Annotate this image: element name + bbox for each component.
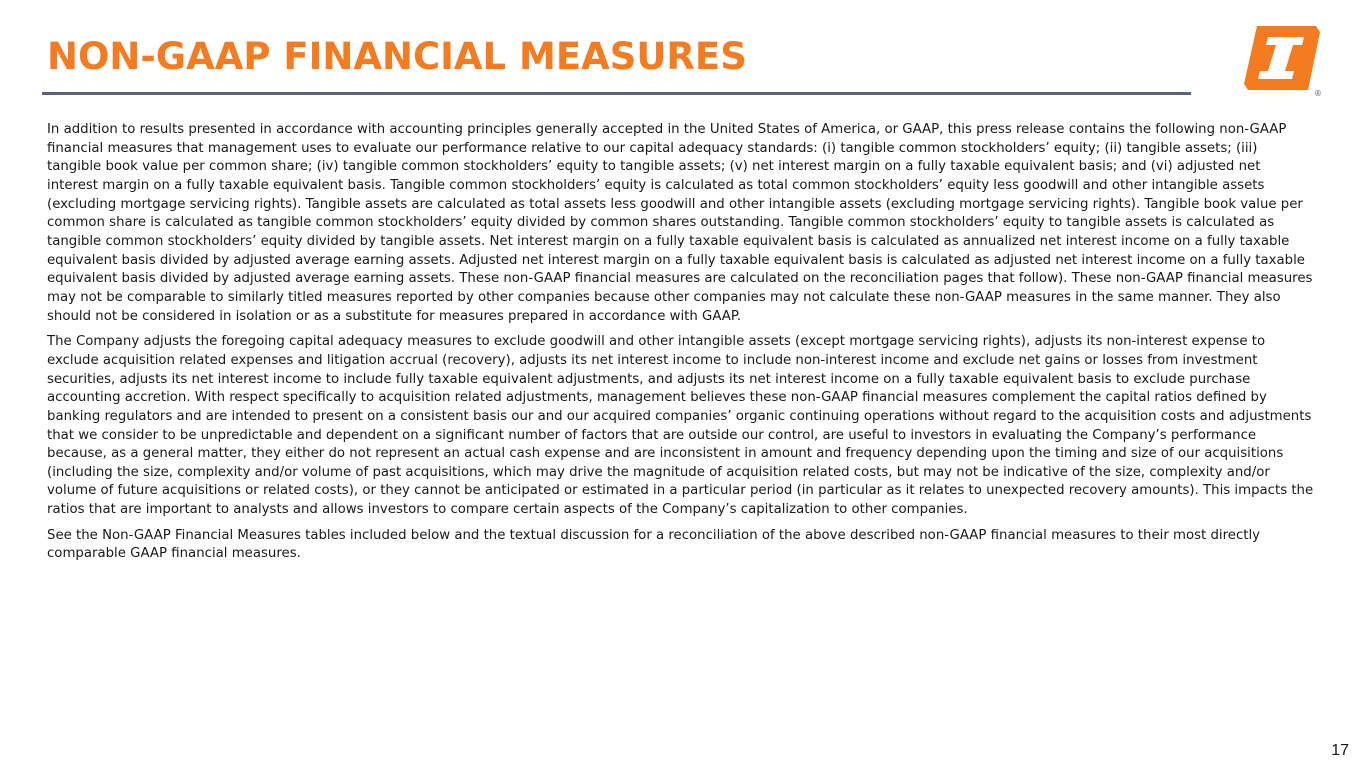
company-logo-icon [1240,24,1322,98]
page-title: NON-GAAP FINANCIAL MEASURES [47,35,747,78]
paragraph: The Company adjusts the foregoing capital adequacy measures to exclude goodwill and other intangible assets (except mortgage servicing rights), adjusts its non-interest expense to exclude acquisition related expenses and litigation accrual (recovery), adjusts its net interest income to include non-interest income and exclude net gains or losses from investment securities, adjusts its net interest income to include fully taxable equivalent adjustments, and adjusts its net interest income on a fully taxable equivalent basis to exclude purchase accounting accretion. With respect specifically to acquisition related adjustments, management believes these non-GAAP financial measures complement the capital ratios defined by banking regulators and are intended to present on a consistent basis our and our acquired companies’ organic continuing operations without regard to the acquisition costs and adjustments that we consider to be unpredictable and dependent on a significant number of factors that are outside our control, are useful to investors in evaluating the Company’s performance because, as a general matter, they either do not represent an actual cash expense and are inconsistent in amount and frequency depending upon the timing and size of our acquisitions (including the size, complexity and/or volume of past acquisitions, which may drive the magnitude of acquisition related costs, but may not be indicative of the size, complexity and/or volume of future acquisitions or related costs), or they cannot be anticipated or estimated in a particular period (in particular as it relates to unexpected recovery amounts). This impacts the ratios that are important to analysts and allows investors to compare certain aspects of the Company’s capitalization to other companies. [47,334,1314,518]
registered-mark: ® [1314,89,1322,98]
paragraph: In addition to results presented in accordance with accounting principles generally accepted in the United States of America, or GAAP, this press release contains the following non-GAAP financial measures that management uses to evaluate our performance relative to our capital adequacy standards: (i) tangible common stockholders’ equity; (ii) tangible assets; (iii) tangible book value per common share; (iv) tangible common stockholders’ equity to tangible assets; (v) net interest margin on a fully taxable equivalent basis; and (vi) adjusted net interest margin on a fully taxable equivalent basis. Tangible common stockholders’ equity is calculated as total common stockholders’ equity less goodwill and other intangible assets (excluding mortgage servicing rights). Tangible assets are calculated as total assets less goodwill and other intangible assets (excluding mortgage servicing rights). Tangible book value per common share is calculated as tangible common stockholders’ equity divided by common shares outstanding. Tangible common stockholders’ equity to tangible assets is calculated as tangible common stockholders’ equity divided by tangible assets. Net interest margin on a fully taxable equivalent basis is calculated as annualized net interest income on a fully taxable equivalent basis divided by adjusted average earning assets. Adjusted net interest margin on a fully taxable equivalent basis is calculated as adjusted net interest income on a fully taxable equivalent basis divided by adjusted average earning assets. These non-GAAP financial measures are calculated on the reconciliation pages that follow). These non-GAAP financial measures may not be comparable to similarly titled measures reported by other companies because other companies may not calculate these non-GAAP measures in the same manner. They also should not be considered in isolation or as a substitute for measures prepared in accordance with GAAP. [47,122,1313,324]
body-text [47,121,1315,571]
page-number: 17 [1331,742,1349,759]
paragraph: See the Non-GAAP Financial Measures tables included below and the textual discussion for a reconciliation of the above described non-GAAP financial measures to their most directly comparable GAAP financial measures. [47,527,1261,562]
company-logo [1240,24,1322,98]
title-divider [42,92,1191,95]
